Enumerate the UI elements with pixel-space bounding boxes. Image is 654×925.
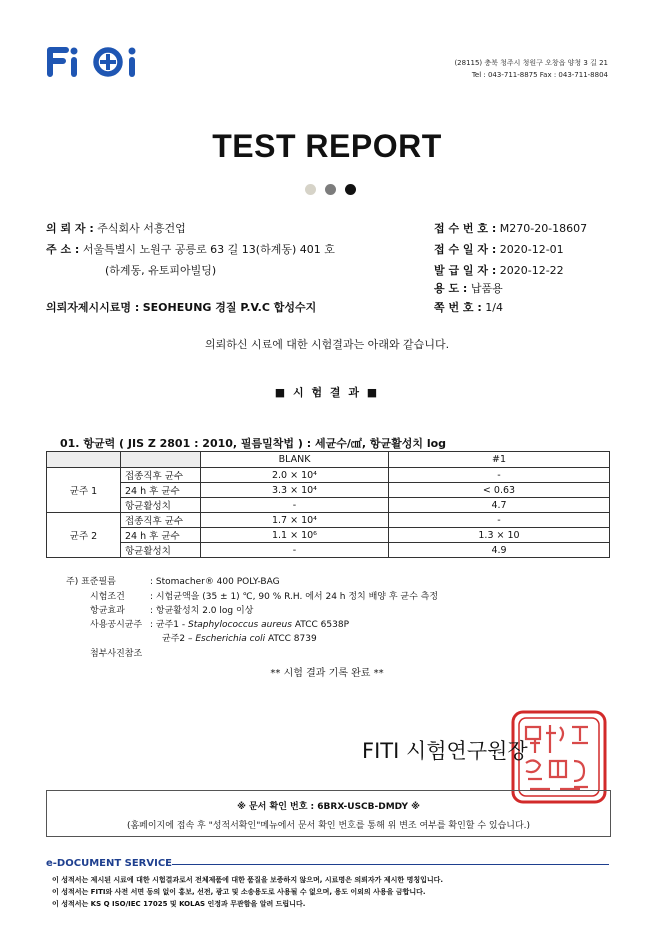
table-row <box>47 468 610 483</box>
receipt-no-value: M270-20-18607 <box>499 222 588 235</box>
section-title: ■ 시 험 결 과 ■ <box>274 386 380 399</box>
fiti-logo <box>46 40 156 80</box>
issue-date-label: 발 급 일 자 : <box>434 264 497 277</box>
footer-line-3: 이 성적서는 KS Q ISO/IEC 17025 및 KOLAS 인정과 무관함을 알려 드립니다. <box>52 900 306 908</box>
table-row <box>47 528 610 543</box>
note-film-label: 주) 표준필름 <box>66 577 116 587</box>
table-row <box>47 543 610 558</box>
issue-date-row <box>434 265 564 277</box>
col-blank: BLANK <box>201 452 389 468</box>
table-cell: < 0.63 <box>389 483 610 498</box>
purpose-row <box>434 283 503 295</box>
purpose-label: 용 도 : <box>434 282 468 295</box>
table-cell: - <box>389 468 610 483</box>
verification-code: ※ 문서 확인 번호 : 6BRX-USCB-DMDY ※ <box>237 802 420 812</box>
table-cell: 1.3 × 10 <box>389 528 610 543</box>
strain2-prefix: 균주2 – <box>162 634 196 644</box>
table-header-row <box>47 452 610 468</box>
strain1-label: 균주 1 <box>47 468 121 513</box>
address-value: 서울특별시 노원구 공릉로 63 길 13(하계동) 401 호 <box>82 243 335 256</box>
decorative-dots <box>305 184 357 196</box>
header-address-block <box>454 57 608 81</box>
footer-line-2: 이 성적서는 FITI와 사전 서면 동의 없이 홍보, 선전, 광고 및 소송용도로 사용될 수 없으며, 용도 이외의 사용을 금합니다. <box>52 888 426 896</box>
dot-light <box>305 184 316 195</box>
receipt-date-label: 접 수 일 자 : <box>434 243 497 256</box>
signature-title: FITI 시험연구원장 <box>362 739 528 763</box>
page-row <box>434 302 503 314</box>
note-cond-value: : 시험균액을 (35 ± 1) ℃, 90 % R.H. 에서 24 h 정치 배양 후 균수 측정 <box>150 592 439 602</box>
sample-label: 의뢰자제시시료명 : <box>46 301 140 314</box>
client-value: 주식회사 서흥건업 <box>97 222 186 235</box>
strain2-name: Escherichia coli <box>195 634 266 644</box>
table-row <box>47 483 610 498</box>
note-photo-ref: 첨부사진참조 <box>90 649 143 659</box>
page-label: 쪽 번 호 : <box>434 301 482 314</box>
table-corner <box>47 452 121 468</box>
results-table <box>46 451 610 558</box>
receipt-no-row <box>434 223 587 235</box>
report-title: TEST REPORT <box>212 128 442 164</box>
table-cell: - <box>201 498 389 513</box>
address-label: 주 소 : <box>46 243 80 256</box>
table-row <box>47 513 610 528</box>
table-cell: 1.1 × 10⁶ <box>201 528 389 543</box>
receipt-no-label: 접 수 번 호 : <box>434 222 497 235</box>
sample-value: SEOHEUNG 경질 P.V.C 합성수지 <box>142 301 317 314</box>
table-cell: - <box>389 513 610 528</box>
table-cell: - <box>201 543 389 558</box>
address-line2: (하계동, 유토피아빌딩) <box>105 264 217 277</box>
client-row <box>46 223 186 235</box>
note-cond-label: 시험조건 <box>90 592 125 602</box>
strain2-label: 균주 2 <box>47 513 121 558</box>
purpose-value: 납품용 <box>470 282 503 295</box>
note-strain-label: 사용공시균주 <box>90 620 143 630</box>
receipt-date-value: 2020-12-01 <box>499 243 564 256</box>
receipt-date-row <box>434 244 564 256</box>
footer-disclaimers <box>52 874 443 910</box>
strain1-prefix: : 균주1 - <box>150 620 188 630</box>
row-label: 접종직후 균수 <box>121 513 201 528</box>
table-cell: 1.7 × 10⁴ <box>201 513 389 528</box>
strain1-name: Staphylococcus aureus <box>187 620 292 630</box>
intro-text: 의뢰하신 시료에 대한 시험결과는 아래와 같습니다. <box>204 338 450 351</box>
completion-note: ** 시험 결과 기록 완료 ** <box>270 668 384 679</box>
row-label: 24 h 후 균수 <box>121 483 201 498</box>
footer-divider <box>172 864 609 865</box>
table-cell: 2.0 × 10⁴ <box>201 468 389 483</box>
table-corner-2 <box>121 452 201 468</box>
col-sample1: #1 <box>389 452 610 468</box>
note-strain2 <box>162 633 317 646</box>
header-contact: Tel : 043-711-8875 Fax : 043-711-8804 <box>471 71 608 79</box>
row-label: 24 h 후 균수 <box>121 528 201 543</box>
table-cell: 4.9 <box>389 543 610 558</box>
document-verification-box <box>46 790 611 837</box>
note-effect-label: 항균효과 <box>90 606 125 616</box>
client-label: 의 뢰 자 : <box>46 222 94 235</box>
dot-gray <box>325 184 336 195</box>
row-label: 항균활성치 <box>121 498 201 513</box>
note-effect-value: : 항균활성치 2.0 log 이상 <box>150 606 254 616</box>
row-label: 접종직후 균수 <box>121 468 201 483</box>
edocument-service-label: e-DOCUMENT SERVICE <box>46 858 173 869</box>
header-address: (28115) 충북 청주시 청원구 오창읍 양청 3 길 21 <box>454 59 608 67</box>
row-label: 항균활성치 <box>121 543 201 558</box>
verification-desc: (홈페이지에 접속 후 "성적서확인"메뉴에서 문서 확인 번호를 통해 위 변조 여부를 확인할 수 있습니다.) <box>126 821 531 831</box>
note-film-value: : Stomacher® 400 POLY-BAG <box>150 577 280 587</box>
note-strain1 <box>150 619 349 632</box>
address-row <box>46 244 335 256</box>
issue-date-value: 2020-12-22 <box>499 264 564 277</box>
footer-line-1: 이 성적서는 제시된 시료에 대한 시험결과로서 전체제품에 대한 품질을 보증하지 않으며, 시료명은 의뢰자가 제시한 명칭입니다. <box>52 876 444 884</box>
table-cell: 4.7 <box>389 498 610 513</box>
test-subheading: 01. 항균력 ( JIS Z 2801 : 2010, 필름밀착법 ) : 세균수/㎠, 항균활성치 log <box>60 437 447 450</box>
table-row <box>47 498 610 513</box>
table-cell: 3.3 × 10⁴ <box>201 483 389 498</box>
sample-row <box>46 302 316 314</box>
strain1-atcc: ATCC 6538P <box>291 620 350 630</box>
note-film <box>66 576 116 589</box>
dot-black <box>345 184 356 195</box>
strain2-atcc: ATCC 8739 <box>265 634 317 644</box>
page-value: 1/4 <box>485 301 503 314</box>
